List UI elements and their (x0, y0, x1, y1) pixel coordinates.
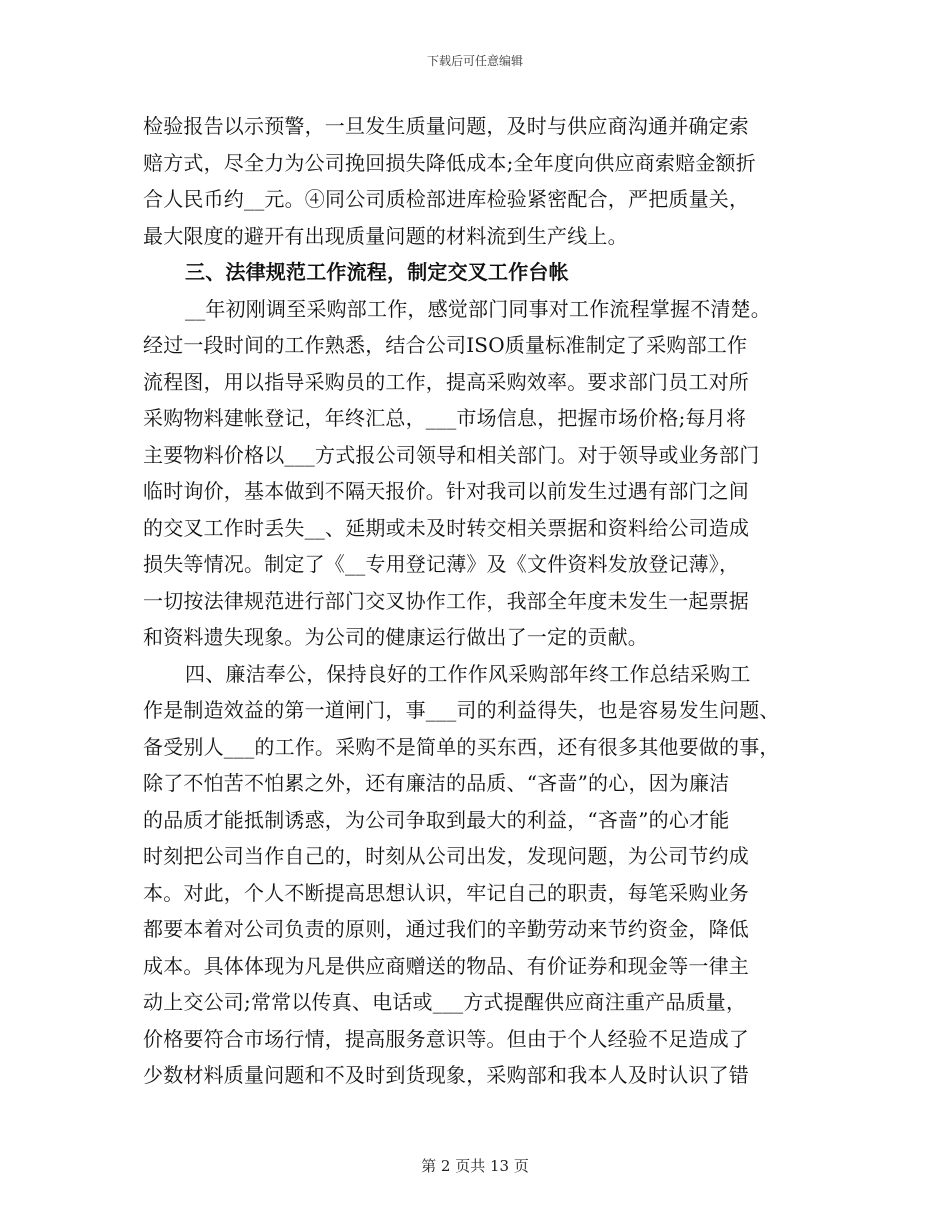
text-line: 经过一段时间的工作熟悉，结合公司ISO质量标准制定了采购部工作 (143, 333, 748, 357)
text-line: 的交叉工作时丢失__、延期或未及时转交相关票据和资料给公司造成 (143, 515, 750, 540)
section-heading: 三、法律规范工作流程，制定交叉工作台帐 (185, 260, 569, 284)
text-line: 四、廉洁奉公，保持良好的工作作风采购部年终工作总结采购工 (185, 661, 751, 686)
page-header: 下载后可任意编辑 (426, 54, 523, 68)
text-line: __年初刚调至采购部工作，感觉部门同事对工作流程掌握不清楚。 (185, 296, 771, 321)
text-line: 除了不怕苦不怕累之外，还有廉洁的品质、“吝啬”的心，因为廉洁 (143, 771, 730, 795)
text-line: 临时询价，基本做到不隔天报价。针对我司以前发生过遇有部门之间 (143, 479, 749, 503)
text-line: 本。对此，个人不断提高思想认识，牢记自己的职责，每笔采购业务 (143, 880, 749, 905)
text-line: 赔方式，尽全力为公司挽回损失降低成本;全年度向供应商索赔金额折 (143, 150, 756, 175)
text-line: 检验报告以示预警，一旦发生质量问题，及时与供应商沟通并确定索 (143, 114, 749, 138)
text-line: 时刻把公司当作自己的，时刻从公司出发，发现问题，为公司节约成 (143, 844, 749, 868)
text-line: 作是制造效益的第一道闸门，事___司的利益得失，也是容易发生问题、 (143, 698, 780, 722)
text-line: 的品质才能抵制诱惑，为公司争取到最大的利益，“吝啬”的心才能 (143, 807, 730, 832)
text-line: 采购物料建帐登记，年终汇总，___市场信息，把握市场价格;每月将 (143, 406, 747, 430)
text-line: 流程图，用以指导采购员的工作，提高采购效率。要求部门员工对所 (143, 369, 749, 394)
document-body (143, 108, 823, 1094)
text-line: 价格要符合市场行情，提高服务意识等。但由于个人经验不足造成了 (143, 1026, 749, 1051)
text-line: 最大限度的避开有出现质量问题的材料流到生产线上。 (143, 223, 628, 248)
text-line: 备受别人___的工作。采购不是简单的买东西，还有很多其他要做的事， (143, 734, 780, 759)
text-line: 少数材料质量问题和不及时到货现象，采购部和我本人及时认识了错 (143, 1063, 749, 1087)
text-line: 合人民币约__元。④同公司质检部进库检验紧密配合，严把质量关， (143, 187, 750, 211)
text-line: 成本。具体体现为凡是供应商赠送的物品、有价证券和现金等一律主 (143, 953, 749, 978)
text-line: 动上交公司;常常以传真、电话或___方式提醒供应商注重产品质量， (143, 990, 747, 1014)
page-footer: 第 2 页共 13 页 (421, 1157, 529, 1175)
text-line: 和资料遗失现象。为公司的健康运行做出了一定的贡献。 (143, 625, 648, 649)
text-line: 都要本着对公司负责的原则，通过我们的辛勤劳动来节约资金，降低 (143, 917, 749, 941)
text-line: 损失等情况。制定了《__专用登记薄》及《文件资料发放登记薄》， (143, 552, 740, 576)
text-line: 主要物料价格以___方式报公司领导和相关部门。对于领导或业务部门 (143, 442, 760, 467)
text-line: 一切按法律规范进行部门交叉协作工作，我部全年度未发生一起票据 (143, 588, 749, 613)
